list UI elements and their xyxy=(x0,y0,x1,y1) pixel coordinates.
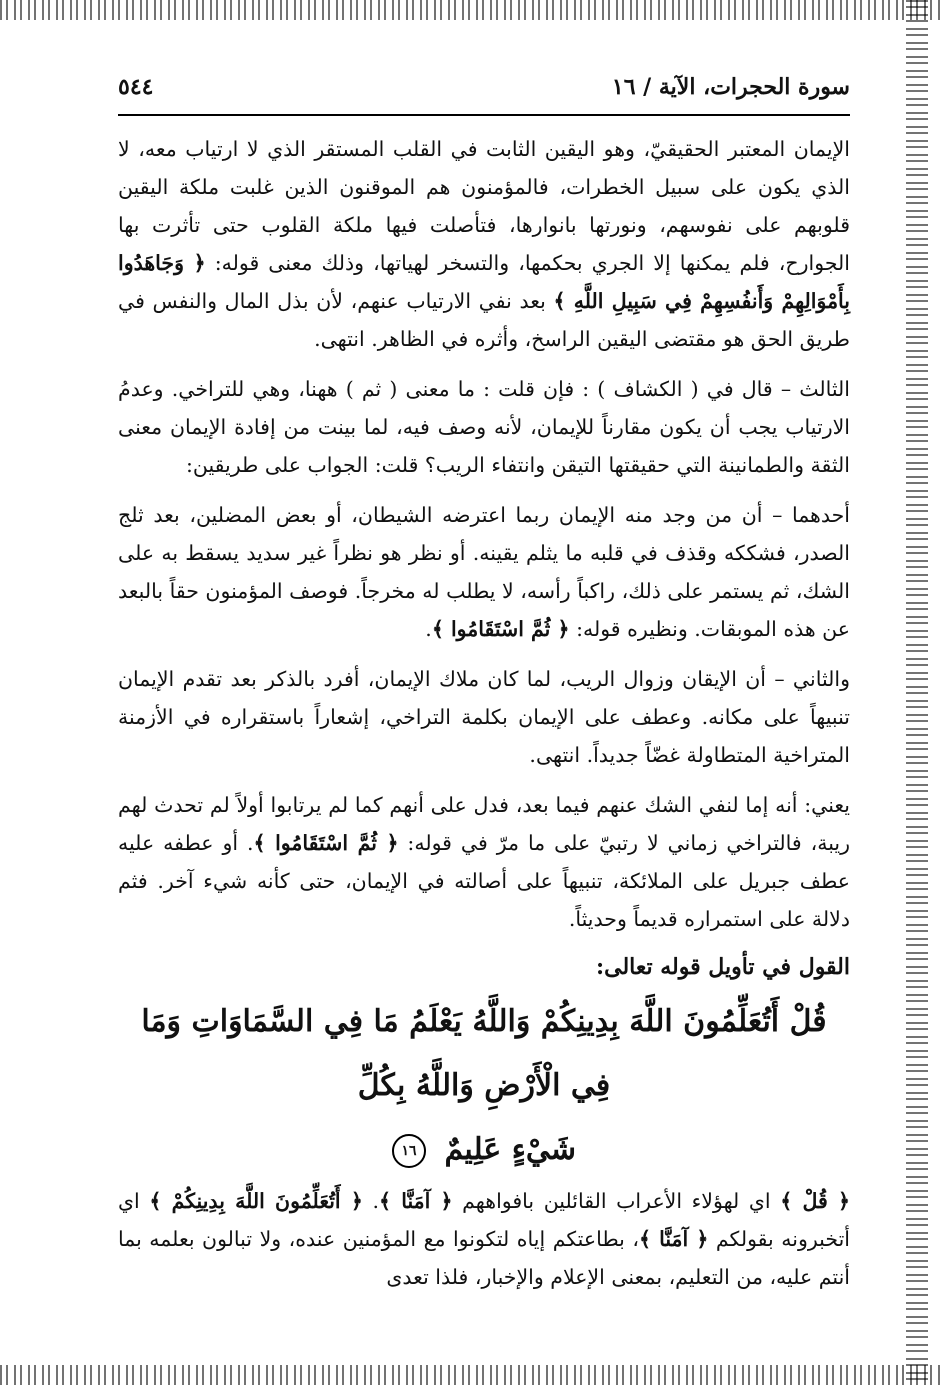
quran-verse xyxy=(118,990,850,1182)
running-title: سورة الحجرات، الآية / ١٦ xyxy=(611,74,850,100)
paragraph-text: أحدهما – أن من وجد منه الإيمان ربما اعترضه الشيطان، أو بعض المضلين، بعد ثلج الصدر، فشككه وقذف في قلبه ما يثلم يقينه. أو نظر هو نظراً غير سديد يسقط به على الشك، ثم يستمر على ذلك، راكباً رأسه، لا يطلب له مخرجاً. فوصف المؤمنون حقاً بالبعد عن هذه الموبقات. ونظيره قوله: xyxy=(118,503,850,641)
verse-number-icon: ١٦ xyxy=(392,1134,426,1168)
paragraph-text: اي لهؤلاء الأعراب القائلين بافواههم xyxy=(452,1189,781,1213)
verse-line-2 xyxy=(118,1118,850,1182)
page-border-right xyxy=(906,0,928,1385)
paragraph xyxy=(118,370,850,484)
paragraph-text: . xyxy=(425,617,432,641)
paragraph-text: بعد نفي الارتياب عنهم، لأن بذل المال والنفس في طريق الحق هو مقتضى اليقين الراسخ، وأثره في الظاهر. انتهى. xyxy=(118,289,850,351)
paragraph xyxy=(118,130,850,358)
page-border-top xyxy=(0,0,942,20)
quran-quote: ﴿ وَجَاهَدُوا بِأَمْوَالِهِمْ وَأَنفُسِهِمْ فِي سَبِيلِ اللَّهِ ﴾ xyxy=(118,251,850,313)
page-header xyxy=(118,60,850,116)
paragraph-text: الثالث – قال في ( الكشاف ) : فإن قلت : ما معنى ( ثم ) ههنا، وهي للتراخي. وعدمُ الارتياب يجب أن يكون مقارناً للإيمان، لأنه وصف فيه، لما بينت من إفادة الإيمان معنى الثقة والطمانينة التي حقيقتها التيقن وانتفاء الريب؟ قلت: الجواب على طريقين: xyxy=(118,377,850,477)
paragraph-text: . xyxy=(362,1189,379,1213)
paragraph xyxy=(118,786,850,938)
section-heading: القول في تأويل قوله تعالى: xyxy=(596,954,850,980)
quran-quote: ﴿ قُلْ ﴾ xyxy=(780,1189,851,1213)
paragraph-text: ، بطاعتكم إياه لتكونوا مع المؤمنين عنده، ولا تبالون بعلمه بما أنتم عليه، من التعليم، بمعنى الإعلام والإخبار، فلذا تعدى xyxy=(118,1227,850,1289)
body-text xyxy=(118,130,850,1296)
paragraph xyxy=(118,1182,850,1296)
paragraph-text: اي أتخبرونه بقولكم xyxy=(118,1189,850,1251)
quran-quote: ﴿ ثُمَّ اسْتَقَامُوا ﴾ xyxy=(253,831,399,855)
page-border-bottom xyxy=(0,1365,942,1385)
verse-line-2-text: شَيْءٍ عَلِيمٌ xyxy=(444,1132,576,1167)
paragraph-text: يعني: أنه إما لنفي الشك عنهم فيما بعد، فدل على أنهم كما لم يرتابوا أولاً لم تحدث لهم ريبة، فالتراخي زماني لا رتبيّ على ما مرّ في قوله: xyxy=(118,793,850,855)
verse-line-1: قُلْ أَتُعَلِّمُونَ اللَّهَ بِدِينِكُمْ وَاللَّهُ يَعْلَمُ مَا فِي السَّمَاوَاتِ وَمَا فِي الْأَرْضِ وَاللَّهُ بِكُلِّ xyxy=(141,1004,827,1103)
paragraph xyxy=(118,660,850,774)
paragraph xyxy=(118,496,850,648)
quran-quote: ﴿ آمَنَّا ﴾ xyxy=(378,1189,453,1213)
page-number: ٥٤٤ xyxy=(118,74,154,100)
paragraph-text: الإيمان المعتبر الحقيقيّ، وهو اليقين الثابت في القلب المستقر الذي لا ارتياب معه، لا الذي يكون على سبيل الخطرات، فالمؤمنون هم الموقنون الذين غلبت ملكة اليقين قلوبهم على نفوسهم، ونورتها بانوارها، فتأصلت فيها ملكة القلوب حتى تأثرت بها الجوارح، فلم يمكنها إلا الجري بحكمها، والتسخر لهياتها، وذلك معنى قوله: xyxy=(118,137,850,275)
paragraph-text: . أو عطفه عليه عطف جبريل على الملائكة، تنبيهاً على أصالته في الإيمان، حتى كأنه شيء آخر. فثم دلالة على استمراره قديماً وحديثاً. xyxy=(118,831,850,931)
quran-quote: ﴿ ثُمَّ اسْتَقَامُوا ﴾ xyxy=(431,617,570,641)
quran-quote: ﴿ آمَنَّا ﴾ xyxy=(638,1227,709,1251)
paragraph-text: والثاني – أن الإيقان وزوال الريب، لما كان ملاك الإيمان، أفرد بالذكر بعد تقدم الإيمان تنبيهاً على مكانه. وعطف على الإيمان بكلمة التراخي، إشعاراً باستقراره في الأزمنة المتراخية المتطاولة غضّاً جديداً. انتهى. xyxy=(118,667,850,767)
quran-quote: ﴿ أَتُعَلِّمُونَ اللَّهَ بِدِينِكُمْ ﴾ xyxy=(149,1189,363,1213)
page-content xyxy=(118,60,850,1308)
